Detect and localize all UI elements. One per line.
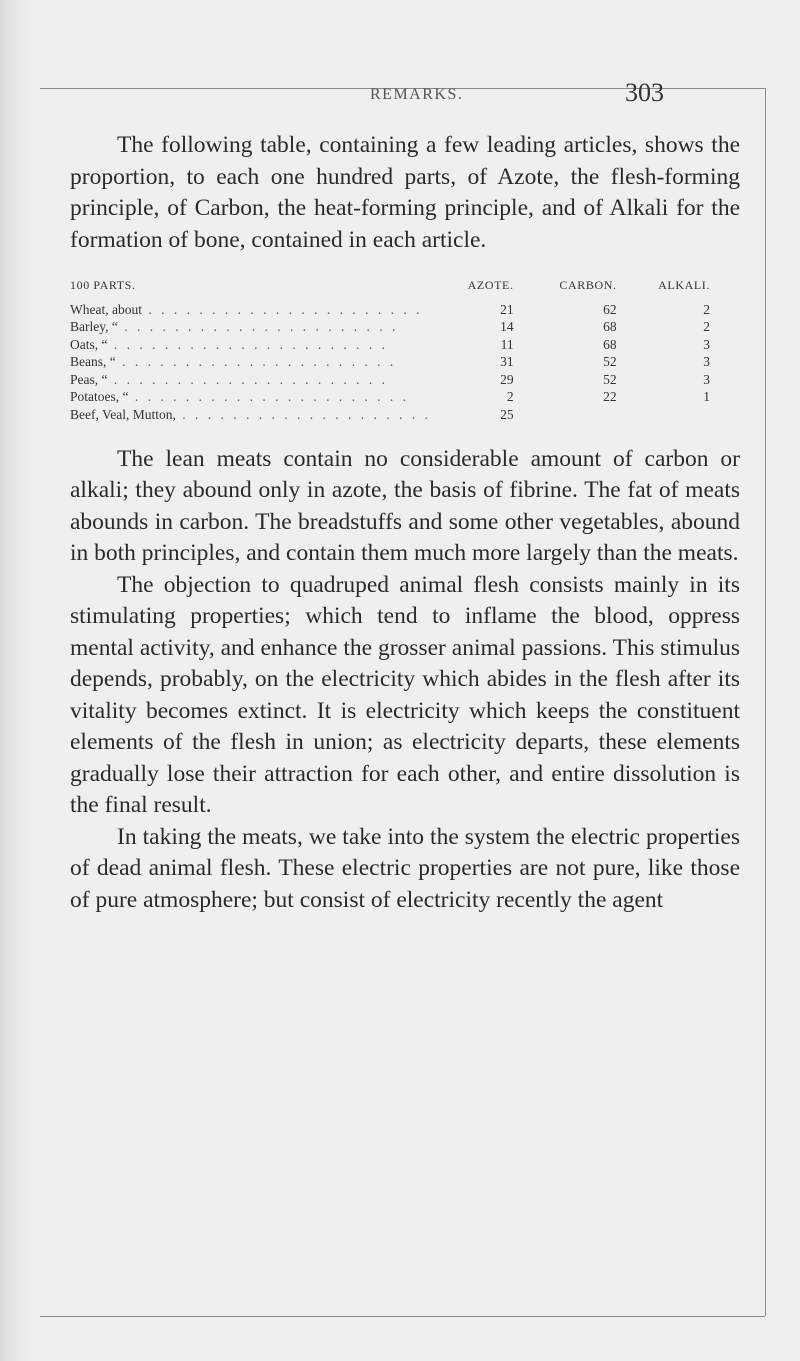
header-carbon: CARBON. [559,278,617,292]
scan-border-right [765,88,766,1316]
row-alkali: 1 [703,389,710,405]
intro-paragraph: The following table, containing a few leading articles, shows the proportion, to each one hundred parts, of Azote, the flesh-forming principle, of Carbon, the heat-forming principle, and of Alkali for the formation of bone, contained in each article. [70,132,740,253]
row-alkali: 2 [703,301,710,317]
page-edge-shadow [0,0,32,1361]
row-carbon: 52 [603,354,617,370]
row-azote: 14 [500,319,514,335]
row-carbon: 22 [603,389,617,405]
row-azote: 21 [500,301,514,317]
row-alkali: 2 [703,319,710,335]
table-row: Beans, “ . . . . . . . . . . . . . . . . . . . . . . 31 52 3 [70,354,710,370]
row-item: Beef, Veal, Mutton, [70,406,176,422]
row-item: Barley, “ [70,319,118,335]
row-alkali: 3 [703,336,710,352]
header-azote: AZOTE. [467,278,514,292]
row-item: Wheat, about [70,301,142,317]
running-title: REMARKS. [370,86,464,103]
page-number: 303 [625,78,664,107]
nutrient-table [70,278,710,424]
table-row: Wheat, about . . . . . . . . . . . . . . . . . . . . . . 21 62 2 [70,301,710,317]
header-alkali: ALKALI. [658,278,710,292]
scan-border-bottom [40,1316,765,1317]
row-item: Peas, “ [70,371,108,387]
book-page [60,78,750,916]
table-row: Peas, “ . . . . . . . . . . . . . . . . . . . . . . 29 52 3 [70,371,710,387]
row-carbon: 68 [603,336,617,352]
row-carbon: 62 [603,301,617,317]
running-head [60,78,750,124]
row-alkali [617,406,710,424]
table-row: Barley, “ . . . . . . . . . . . . . . . . . . . . . . 14 68 2 [70,319,710,335]
row-azote: 11 [500,336,514,352]
row-alkali: 3 [703,371,710,387]
paragraph: The objection to quadruped animal flesh consists mainly in its stimulating properties; which tend to inflame the blood, oppress mental activity, and enhance the grosser animal passions. This stimulus depends, probably, on the electricity which abides in the flesh after its vitality becomes extinct. It is electricity which keeps the constituent elements of the flesh in union; as electricity departs, these elements gradually lose their attraction for each other, and entire dissolution is the final result. [70,571,740,818]
table-header-row [70,278,710,301]
row-azote: 2 [506,389,514,405]
paragraph: The lean meats contain no considerable amount of carbon or alkali; they abound only in azote, the basis of fibrine. The fat of meats abounds in carbon. The breadstuffs and some other vegetables, abound in both principles, and contain them much more largely than the meats. [70,445,740,566]
table-row: Oats, “ . . . . . . . . . . . . . . . . . . . . . . 11 68 3 [70,336,710,352]
table-row: Potatoes, “ . . . . . . . . . . . . . . . . . . . . . . 2 22 1 [70,389,710,405]
row-alkali: 3 [703,354,710,370]
row-item: Oats, “ [70,336,108,352]
row-item: Beans, “ [70,354,116,370]
header-item: 100 PARTS. [70,278,136,292]
paragraph: In taking the meats, we take into the system the electric properties of dead animal flesh. These electric properties are not pure, like those of pure atmosphere; but consist of electricity recently the agent [70,823,740,913]
row-azote: 31 [500,354,514,370]
row-azote: 29 [500,371,514,387]
row-item: Potatoes, “ [70,389,129,405]
row-carbon [514,406,617,424]
body-text [60,444,750,917]
row-azote: 25 [500,406,514,422]
row-carbon: 52 [603,371,617,387]
row-carbon: 68 [603,319,617,335]
table-row: Beef, Veal, Mutton, . . . . . . . . . . . . . . . . . . . . 25 [70,406,710,424]
